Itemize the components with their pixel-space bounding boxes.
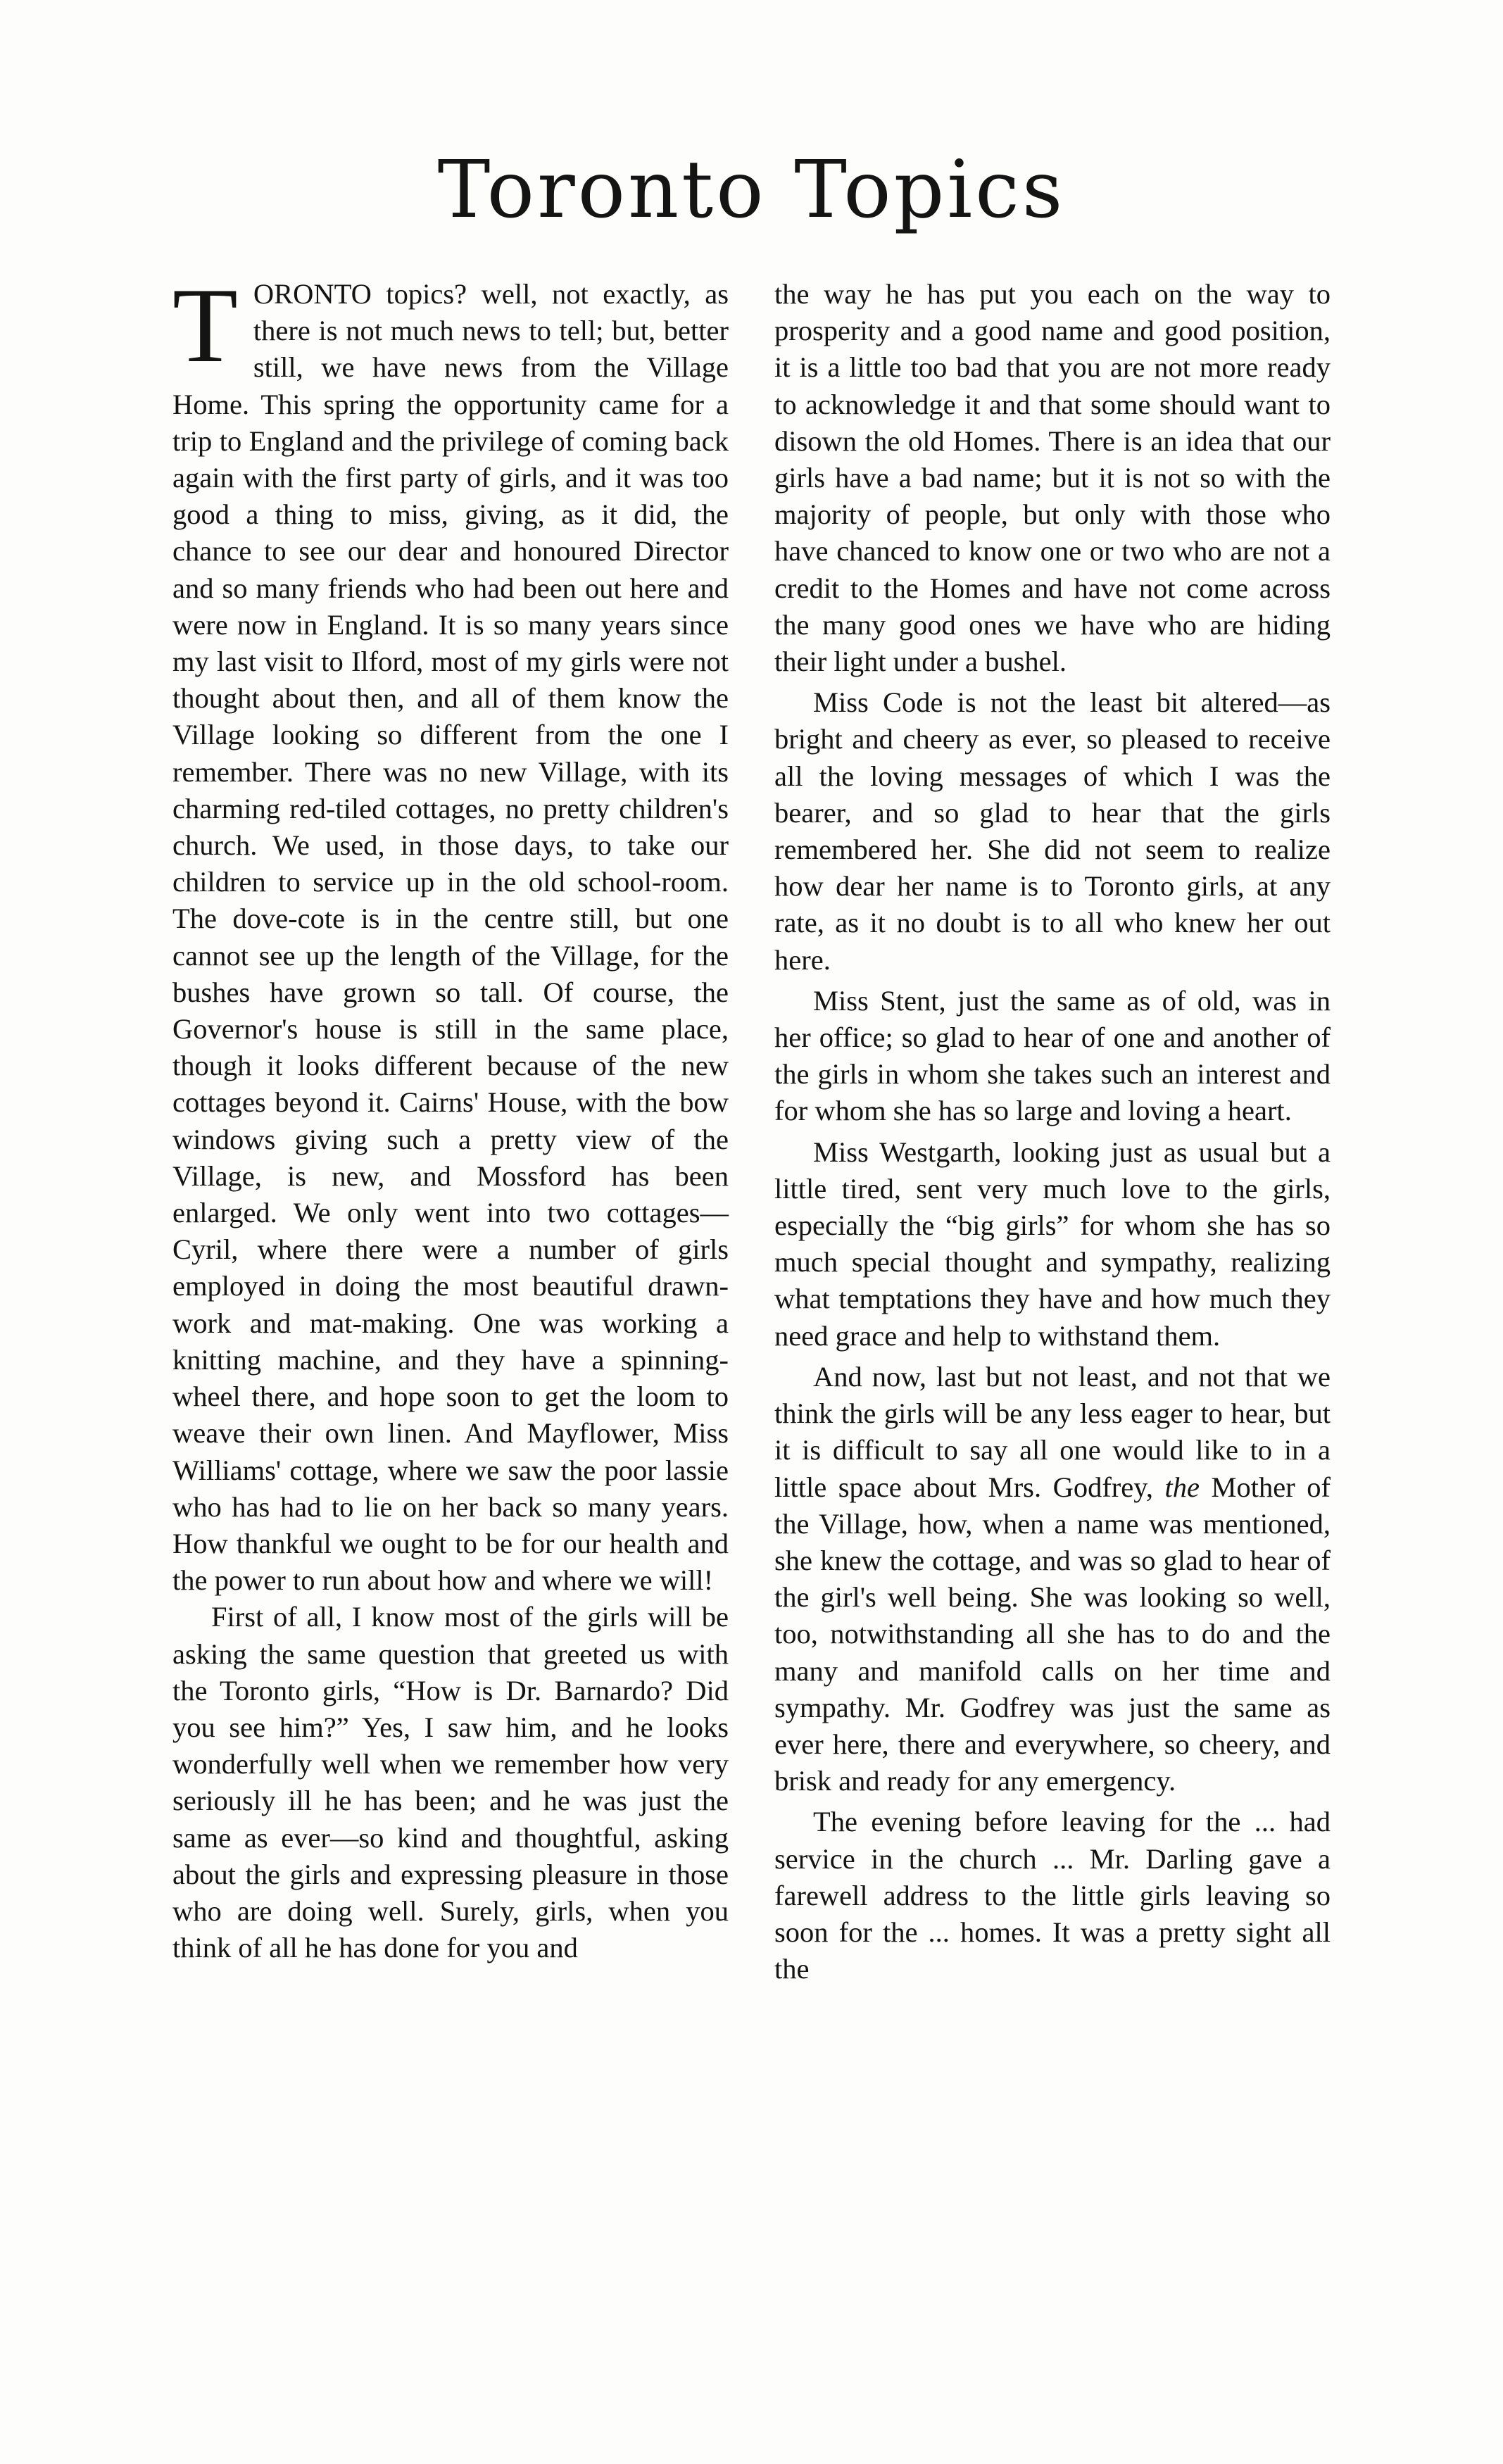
page-title: Toronto Topics <box>437 144 1066 236</box>
paragraph: Miss Westgarth, looking just as usual but a little tired, sent very much love to the girls, especially the “big girls” for whom she has so much special thought and sympathy, realizing what temptations they have and how much they need grace and help to withstand them. <box>774 1136 1331 1352</box>
paragraph: First of all, I know most of the girls will be asking the same question that greeted us with the Toronto girls, “How is Dr. Barnardo? Did you see him?” Yes, I saw him, and he looks wonderfully well when we remember how very seriously ill he has been; and he was just the same as ever—so kind and thoughtful, asking about the girls and expressing pleasure in those who are doing well. Surely, girls, when you think of all he has done for you and <box>172 1601 729 1964</box>
paragraph: the way he has put you each on the way to prosperity and a good name and good position, it is a little too bad that you are not more ready to acknowledge it and that some should want to disown the old Homes. There is an idea that our girls have a bad name; but it is not so with the majority of people, but only with those who have chanced to know one or two who are not a credit to the Homes and have not come across the many good ones we have who are hiding their light under a bushel. <box>774 278 1331 678</box>
paragraph-text: Mother of the Village, how, when a name was mentioned, she knew the cottage, and was so glad to hear of the girl's well being. She was looking so well, too, notwithstanding all she has to do and the many and manifold calls on her time and sympathy. Mr. Godfrey was just the same as ever here, there and everywhere, so cheery, and brisk and ready for any emergency. <box>774 1471 1331 1797</box>
paragraph <box>774 1359 1331 1799</box>
paragraph: The evening before leaving for the ... had service in the church ... Mr. Darling gave a farewell address to the little girls leaving so soon for the ... homes. It was a pretty sight all the <box>774 1806 1331 1985</box>
drop-cap: T <box>172 266 238 384</box>
paragraph-text: ORONTO topics? well, not exactly, as there is not much news to tell; but, better still, we have news from the Village Home. This spring the opportunity came for a trip to England and the privilege of coming back again with the first party of girls, and it was too good a thing to miss, giving, as it did, the chance to see our dear and honoured Director and so many friends who had been out here and were now in England. It is so many years since my last visit to Ilford, most of my girls were not thought about then, and all of them know the Village looking so different from the one I remember. There was no new Village, with its charming red-tiled cottages, no pretty children's church. We used, in those days, to take our children to service up in the old school-room. The dove-cote is in the centre still, but one cannot see up the length of the Village, for the bushes have grown so tall. Of course, the Governor's house is still in the same place, though it looks different because of the new cottages beyond it. Cairns' House, with the bow windows giving such a pretty view of the Village, is new, and Mossford has been enlarged. We only went into two cottages—Cyril, where there were a number of girls employed in doing the most beautiful drawn-work and mat-making. One was working a knitting machine, and they have a spinning-wheel there, and hope soon to get the loom to weave their own linen. And Mayflower, Miss Williams' cottage, where we saw the poor lassie who has had to lie on her back so many years. How thankful we ought to be for our health and the power to run about how and where we will! <box>172 278 729 1597</box>
paragraph-text: And now, last but not least, and not that we think the girls will be any less eager to hear, but it is difficult to say all one would like to in a little space about Mrs. Godfrey, <box>774 1360 1331 1503</box>
left-column <box>172 266 729 1966</box>
paragraph <box>172 266 729 1599</box>
italic-word: the <box>1164 1471 1200 1503</box>
paragraph: Miss Code is not the least bit altered—as bright and cheery as ever, so pleased to receive all the loving messages of which I was the bearer, and so glad to hear that the girls remembered her. She did not seem to realize how dear her name is to Toronto girls, at any rate, as it no doubt is to all who knew her out here. <box>774 686 1331 976</box>
right-column <box>774 276 1331 1987</box>
paragraph: Miss Stent, just the same as of old, was in her office; so glad to hear of one and another of the girls in whom she takes such an interest and for whom she has so large and loving a heart. <box>774 984 1331 1127</box>
